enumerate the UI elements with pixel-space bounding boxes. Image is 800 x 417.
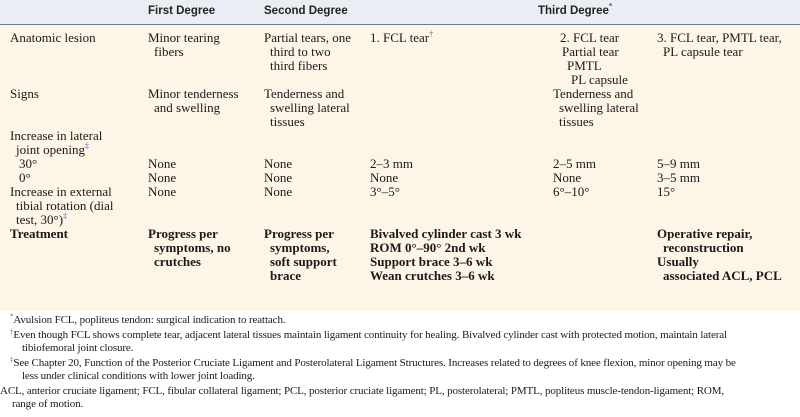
line: 2. FCL tear <box>560 30 620 45</box>
cell-lateral-second <box>264 157 292 185</box>
footnote-text: Avulsion FCL, popliteus tendon: surgical indication to reattach. <box>13 314 286 326</box>
cell-line: fibers <box>154 44 184 59</box>
footnote-mark: ‡ <box>63 211 68 221</box>
cell-treatment-first <box>148 227 231 269</box>
header-first-degree: First Degree <box>148 5 216 17</box>
cell-line: 5–9 mm <box>657 156 700 171</box>
abbreviations-text: range of motion. <box>12 398 84 410</box>
cell-line: Signs <box>10 86 39 101</box>
cell-line: Minor tearing <box>148 30 220 45</box>
line-text: test, 30°) <box>16 212 64 227</box>
cell-line: Bivalved cylinder cast 3 wk <box>370 226 522 241</box>
line <box>10 143 102 157</box>
cell-treatment-third-1 <box>370 227 521 283</box>
cell-line: None <box>148 156 177 171</box>
footnote-mark: ‡ <box>10 355 14 364</box>
cell-line: 2–3 mm <box>370 156 413 171</box>
cell-line: brace <box>270 268 302 283</box>
footnote-mark: * <box>608 2 613 12</box>
footnote-3 <box>0 357 798 383</box>
row-label-anatomic <box>10 31 96 45</box>
line: Usually <box>657 254 699 269</box>
cell-line: tissues <box>270 114 305 129</box>
cell-line: Progress per <box>264 226 334 241</box>
header-third-degree <box>538 2 613 17</box>
cell-lateral-third-3 <box>657 157 700 185</box>
cell-line: None <box>264 170 293 185</box>
cell-line: 3–5 mm <box>657 170 700 185</box>
footnotes <box>0 314 798 413</box>
cell-line: symptoms, no <box>154 240 231 255</box>
cell-line: crutches <box>154 254 201 269</box>
abbreviations <box>0 385 798 411</box>
footnote-2 <box>0 329 798 355</box>
cell-line: Anatomic lesion <box>10 30 96 45</box>
line <box>10 213 113 227</box>
line: reconstruction <box>663 240 744 255</box>
cell-signs-first <box>148 87 239 115</box>
cell-line: tissues <box>559 114 594 129</box>
footnote-mark: † <box>429 29 434 39</box>
sub-label-0: 0° <box>19 170 31 185</box>
cell-line: 1. FCL tear <box>370 30 430 45</box>
cell-rotation-first: None <box>148 184 177 199</box>
cell-line: None <box>553 170 582 185</box>
line: Increase in external <box>10 184 112 199</box>
cell-line: None <box>370 170 399 185</box>
cell-line: Tenderness and <box>553 86 634 101</box>
cell-anatomic-third-1 <box>370 31 433 45</box>
line: associated ACL, PCL <box>663 268 782 283</box>
footnote-1 <box>0 314 798 327</box>
cell-line: ROM 0°–90° 2nd wk <box>370 240 486 255</box>
cell-rotation-third-3: 15° <box>657 184 676 199</box>
line: Increase in lateral <box>10 128 103 143</box>
cell-line: Partial tears, one <box>264 30 351 45</box>
cell-rotation-third-1: 3°–5° <box>370 184 400 199</box>
row-label-rotation <box>10 185 113 227</box>
cell-line: third fibers <box>270 58 328 73</box>
sub-label-30: 30° <box>19 156 38 171</box>
cell-line: None <box>148 170 177 185</box>
cell-signs-second <box>264 87 350 129</box>
cell-line: 2–5 mm <box>553 156 596 171</box>
line-text: joint opening <box>16 142 85 157</box>
row-label-lateral <box>10 129 102 185</box>
row-label-treatment <box>10 227 68 241</box>
cell-line: Treatment <box>10 226 68 241</box>
cell-lateral-first <box>148 157 176 185</box>
footnote-mark: † <box>10 327 14 336</box>
footnote-mark: * <box>10 312 14 321</box>
cell-line: third to two <box>270 44 331 59</box>
header-third-label: Third Degree <box>538 5 609 17</box>
cell-line: Support brace 3–6 wk <box>370 254 493 269</box>
footnote-text: Even though FCL shows complete tear, adjacent lateral tissues maintain ligament continuity for healing. Bivalved cylinder cast with protected motion, maintain lateral <box>13 329 727 341</box>
header-second-degree: Second Degree <box>264 5 348 17</box>
cell-line: Progress per <box>148 226 218 241</box>
cell-anatomic-third-2 <box>560 31 628 87</box>
abbreviations-text: ACL, anterior cruciate ligament; FCL, fibular collateral ligament; PCL, posterior cruciate ligament; PL, posterolateral; PMTL, popliteus muscle-tendon-ligament; ROM, <box>0 385 725 397</box>
line: Operative repair, <box>657 226 753 241</box>
cell-line: soft support <box>270 254 337 269</box>
cell-anatomic-third-3 <box>657 31 782 59</box>
cell-line: Wean crutches 3–6 wk <box>370 268 495 283</box>
footnote-text: See Chapter 20, Function of the Posterior Cruciate Ligament and Posterolateral Ligament Structures. Increases related to degrees of knee flexion, minor opening may be <box>13 357 736 369</box>
row-label-signs <box>10 87 39 101</box>
cell-line: swelling lateral <box>559 100 639 115</box>
line: PL capsule <box>571 72 628 87</box>
line: Partial tear <box>562 44 619 59</box>
cell-rotation-second: None <box>264 184 293 199</box>
third1-text <box>370 30 429 45</box>
footnote-mark: ‡ <box>84 141 89 151</box>
cell-treatment-second <box>264 227 337 283</box>
cell-treatment-third-3 <box>657 227 782 283</box>
footnote-text: less under clinical conditions with lower joint loading. <box>22 370 255 382</box>
table-header <box>0 0 800 25</box>
cell-line: Tenderness and <box>264 86 345 101</box>
cell-line: and swelling <box>154 100 221 115</box>
cell-lateral-third-1 <box>370 157 413 185</box>
cell-anatomic-second <box>264 31 351 73</box>
line: PMTL <box>567 58 602 73</box>
cell-line: PL capsule tear <box>663 44 743 59</box>
cell-line: swelling lateral <box>270 100 350 115</box>
footnote-text: tibiofemoral joint closure. <box>22 342 134 354</box>
cell-line: symptoms, <box>270 240 330 255</box>
cell-rotation-third-2: 6°–10° <box>553 184 590 199</box>
cell-lateral-third-2 <box>553 157 596 185</box>
cell-anatomic-first <box>148 31 220 59</box>
cell-line: 3. FCL tear, PMTL tear, <box>657 30 782 45</box>
cell-line: None <box>264 156 293 171</box>
line: tibial rotation (dial <box>16 198 114 213</box>
cell-signs-third-2 <box>553 87 639 129</box>
cell-line: Minor tenderness <box>148 86 239 101</box>
